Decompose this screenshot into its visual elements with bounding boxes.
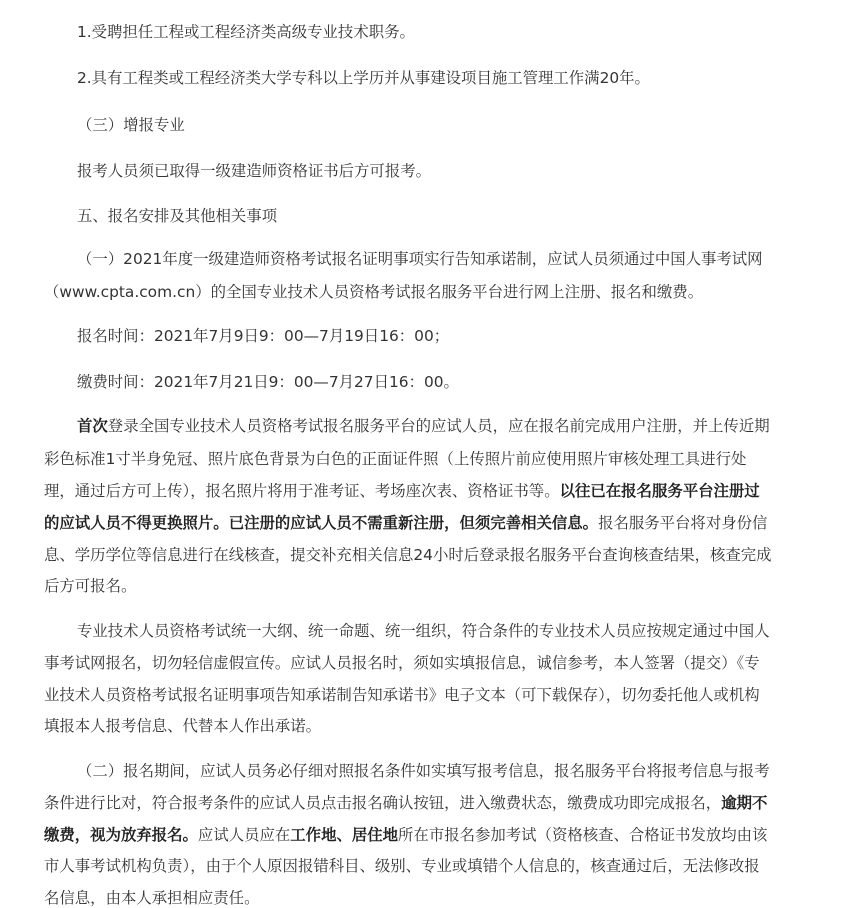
paragraph-2: 2.具有工程类或工程经济类大学专科以上学历并从事建设项目施工管理工作满20年。 — [77, 69, 650, 87]
bold-text: 工作地、居住地 — [290, 826, 399, 844]
paragraph-11-line-4: 市人事考试机构负责），由于个人原因报错科目、级别、专业或填错个人信息的，核查通过后，无法修改报 — [44, 857, 760, 875]
paragraph-6-line-2: （www.cpta.com.cn）的全国专业技术人员资格考试报名服务平台进行网上注册、报名和缴费。 — [44, 283, 704, 301]
paragraph-9-line-3: 理，通过后方可上传），报名照片将用于准考证、考场座次表、资格证书等。以往已在报名服务平台注册过 — [44, 482, 760, 500]
section-heading: 五、报名安排及其他相关事项 — [77, 207, 278, 225]
paragraph-6-line-1: （一）2021年度一级建造师资格考试报名证明事项实行告知承诺制，应试人员须通过中国人事考试网 — [77, 250, 763, 268]
paragraph-10-line-4: 填报本人报考信息、代替本人作出承诺。 — [44, 717, 322, 735]
paragraph-1: 1.受聘担任工程或工程经济类高级专业技术职务。 — [77, 23, 415, 41]
paragraph-9-line-2: 彩色标准1寸半身免冠、照片底色背景为白色的正面证件照（上传照片前应使用照片审核处理工具进行处 — [44, 450, 747, 468]
registration-time: 报名时间：2021年7月9日9：00—7月19日16：00； — [77, 327, 450, 345]
paragraph-10-line-2: 事考试网报名，切勿轻信虚假宣传。应试人员报名时，须如实填报信息，诚信参考，本人签署（提交）《专 — [44, 654, 760, 672]
paragraph-10-line-3: 业技术人员资格考试报名证明事项告知承诺制告知承诺书》电子文本（可下载保存），切勿委托他人或机构 — [44, 686, 760, 704]
paragraph-9-line-4: 的应试人员不得更换照片。已注册的应试人员不需重新注册，但须完善相关信息。报名服务平台将对身份信 — [44, 514, 768, 532]
paragraph-9-line-6: 后方可报名。 — [44, 577, 137, 595]
paragraph-4: 报考人员须已取得一级建造师资格证书后方可报考。 — [77, 162, 431, 180]
bold-text: 逾期不 — [721, 794, 768, 812]
bold-text: 首次 — [77, 417, 108, 435]
bold-text: 以往已在报名服务平台注册过 — [559, 482, 760, 500]
paragraph-9-line-1: 首次登录全国专业技术人员资格考试报名服务平台的应试人员，应在报名前完成用户注册，并上传近期 — [77, 417, 770, 435]
bold-text: 缴费，视为放弃报名。 — [44, 826, 198, 844]
paragraph-3: （三）增报专业 — [77, 116, 185, 134]
paragraph-11-line-2: 条件进行比对，符合报考条件的应试人员点击报名确认按钮，进入缴费状态，缴费成功即完成报名，逾期不 — [44, 794, 768, 812]
paragraph-11-line-1: （二）报名期间，应试人员务必仔细对照报名条件如实填写报考信息，报名服务平台将报考信息与报考 — [77, 762, 770, 780]
payment-time: 缴费时间：2021年7月21日9：00—7月27日16：00。 — [77, 373, 459, 391]
paragraph-9-line-5: 息、学历学位等信息进行在线核查，提交补充相关信息24小时后登录报名服务平台查询核查结果，核查完成 — [44, 546, 772, 564]
paragraph-11-line-3: 缴费，视为放弃报名。应试人员应在工作地、居住地所在市报名参加考试（资格核查、合格证书发放均由该 — [44, 826, 768, 844]
paragraph-11-line-5: 名信息，由本人承担相应责任。 — [44, 889, 260, 907]
bold-text: 的应试人员不得更换照片。已注册的应试人员不需重新注册，但须完善相关信息。 — [44, 514, 599, 532]
paragraph-10-line-1: 专业技术人员资格考试统一大纲、统一命题、统一组织，符合条件的专业技术人员应按规定通过中国人 — [77, 622, 770, 640]
